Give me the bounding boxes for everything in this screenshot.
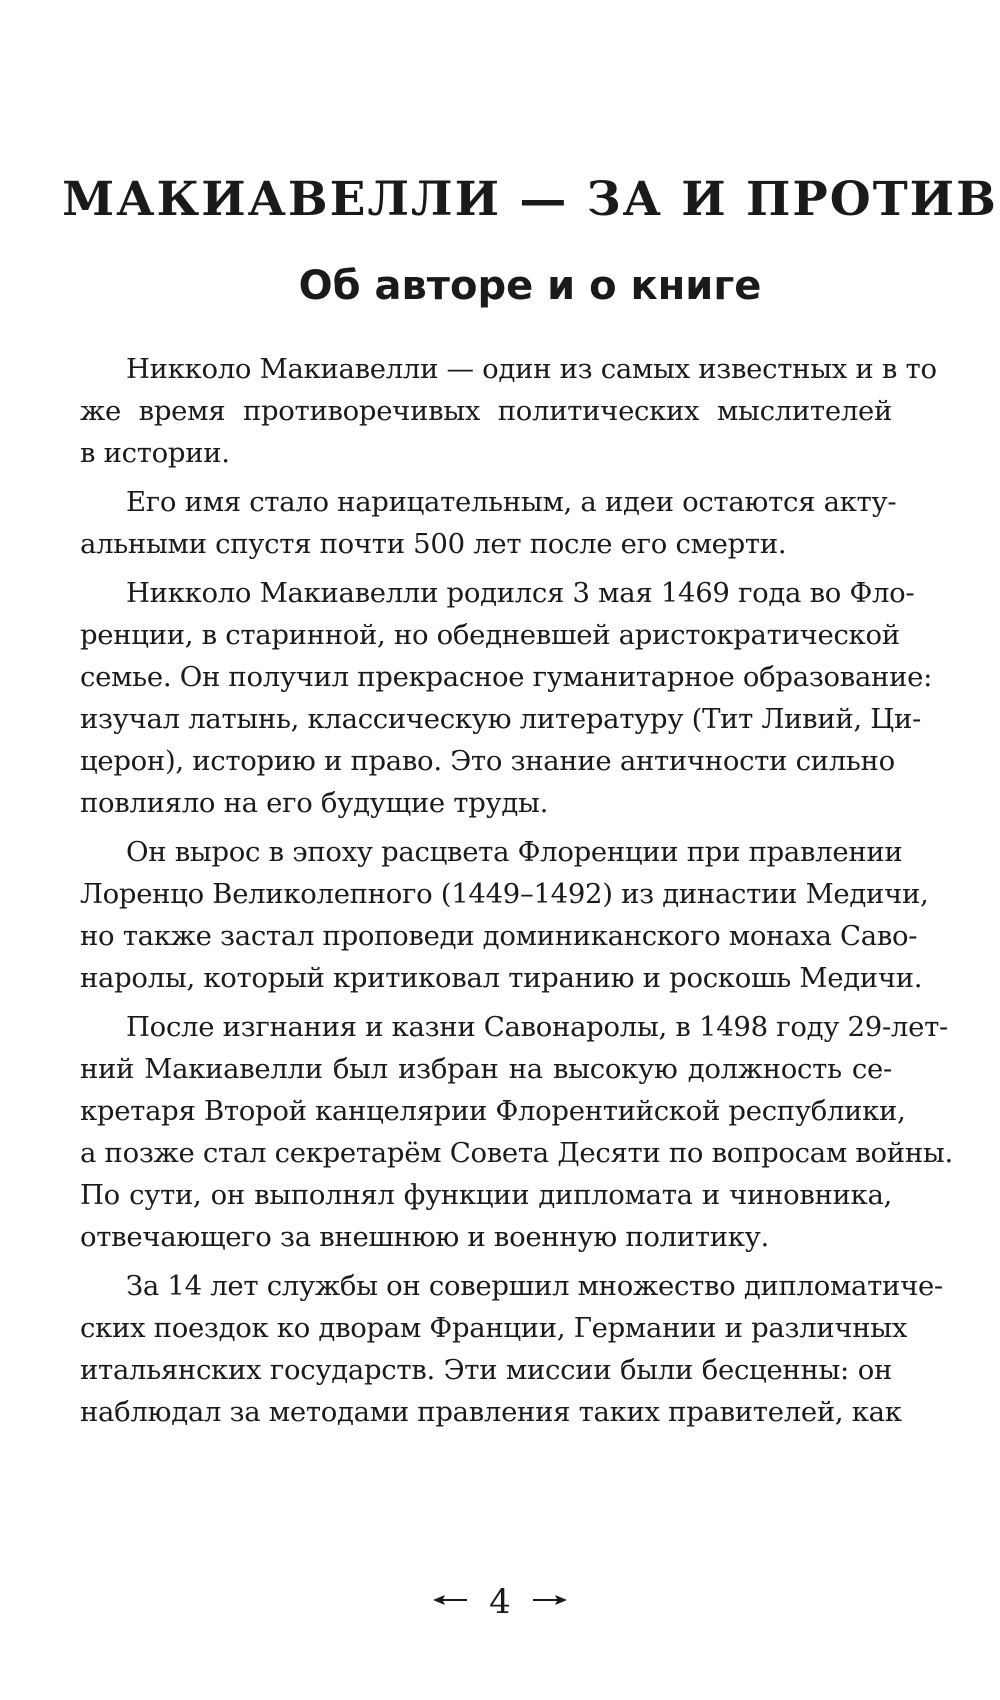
text-line: семье. Он получил прекрасное гуманитарное образование: <box>80 661 933 693</box>
text-line: кретаря Второй канцелярии Флорентийской республики, <box>80 1095 906 1127</box>
paragraph <box>80 572 933 824</box>
paragraph <box>80 481 897 565</box>
text-line: наблюдал за методами правления таких правителей, как <box>80 1396 902 1428</box>
chapter-title: МАКИАВЕЛЛИ — ЗА И ПРОТИВ <box>62 172 998 227</box>
text-line: наролы, который критиковал тиранию и роскошь Медичи. <box>80 962 923 994</box>
text-line: ских поездок ко дворам Франции, Германии и различных <box>80 1312 908 1344</box>
paragraph <box>80 348 937 474</box>
text-line: По сути, он выполнял функции дипломата и чиновника, <box>80 1179 892 1211</box>
text-line: а позже стал секретарём Совета Десяти по вопросам войны. <box>80 1137 953 1169</box>
text-line: повлияло на его будущие труды. <box>80 787 549 819</box>
paragraph <box>80 1006 953 1258</box>
text-line: церон), историю и право. Это знание античности сильно <box>80 745 895 777</box>
text-line: изучал латынь, классическую литературу (Тит Ливий, Ци- <box>80 703 922 735</box>
text-line: Никколо Макиавелли родился 3 мая 1469 года во Фло- <box>126 577 915 609</box>
text-line: После изгнания и казни Савонаролы, в 1498 году 29-лет- <box>126 1011 948 1043</box>
arrow-right-icon <box>533 1595 567 1605</box>
text-line: Его имя стало нарицательным, а идеи остаются акту- <box>126 486 897 518</box>
paragraph <box>80 831 929 999</box>
text-line: но также застал проповеди доминиканского монаха Саво- <box>80 920 918 952</box>
text-line: в истории. <box>80 437 230 469</box>
page-number: 4 <box>489 1582 511 1622</box>
text-line: альными спустя почти 500 лет после его смерти. <box>80 528 787 560</box>
text-line: Никколо Макиавелли — один из самых известных и в то <box>126 353 937 385</box>
text-line: Он вырос в эпоху расцвета Флоренции при правлении <box>126 836 903 868</box>
text-line: отвечающего за внешнюю и военную политику. <box>80 1221 769 1253</box>
text-line: итальянских государств. Эти миссии были бесценны: он <box>80 1354 892 1386</box>
page-footer <box>0 1580 1000 1624</box>
text-line: Лоренцо Великолепного (1449–1492) из династии Медичи, <box>80 878 929 910</box>
text-line: же время противоречивых политических мыслителей <box>80 395 892 427</box>
text-line: ренции, в старинной, но обедневшей аристократической <box>80 619 900 651</box>
text-line: ний Макиавелли был избран на высокую должность се- <box>80 1053 892 1085</box>
text-line: За 14 лет службы он совершил множество дипломатиче- <box>126 1270 943 1302</box>
section-title: Об авторе и о книге <box>298 263 762 309</box>
arrow-left-icon <box>433 1595 467 1605</box>
body-text <box>80 348 953 1440</box>
paragraph <box>80 1265 943 1433</box>
